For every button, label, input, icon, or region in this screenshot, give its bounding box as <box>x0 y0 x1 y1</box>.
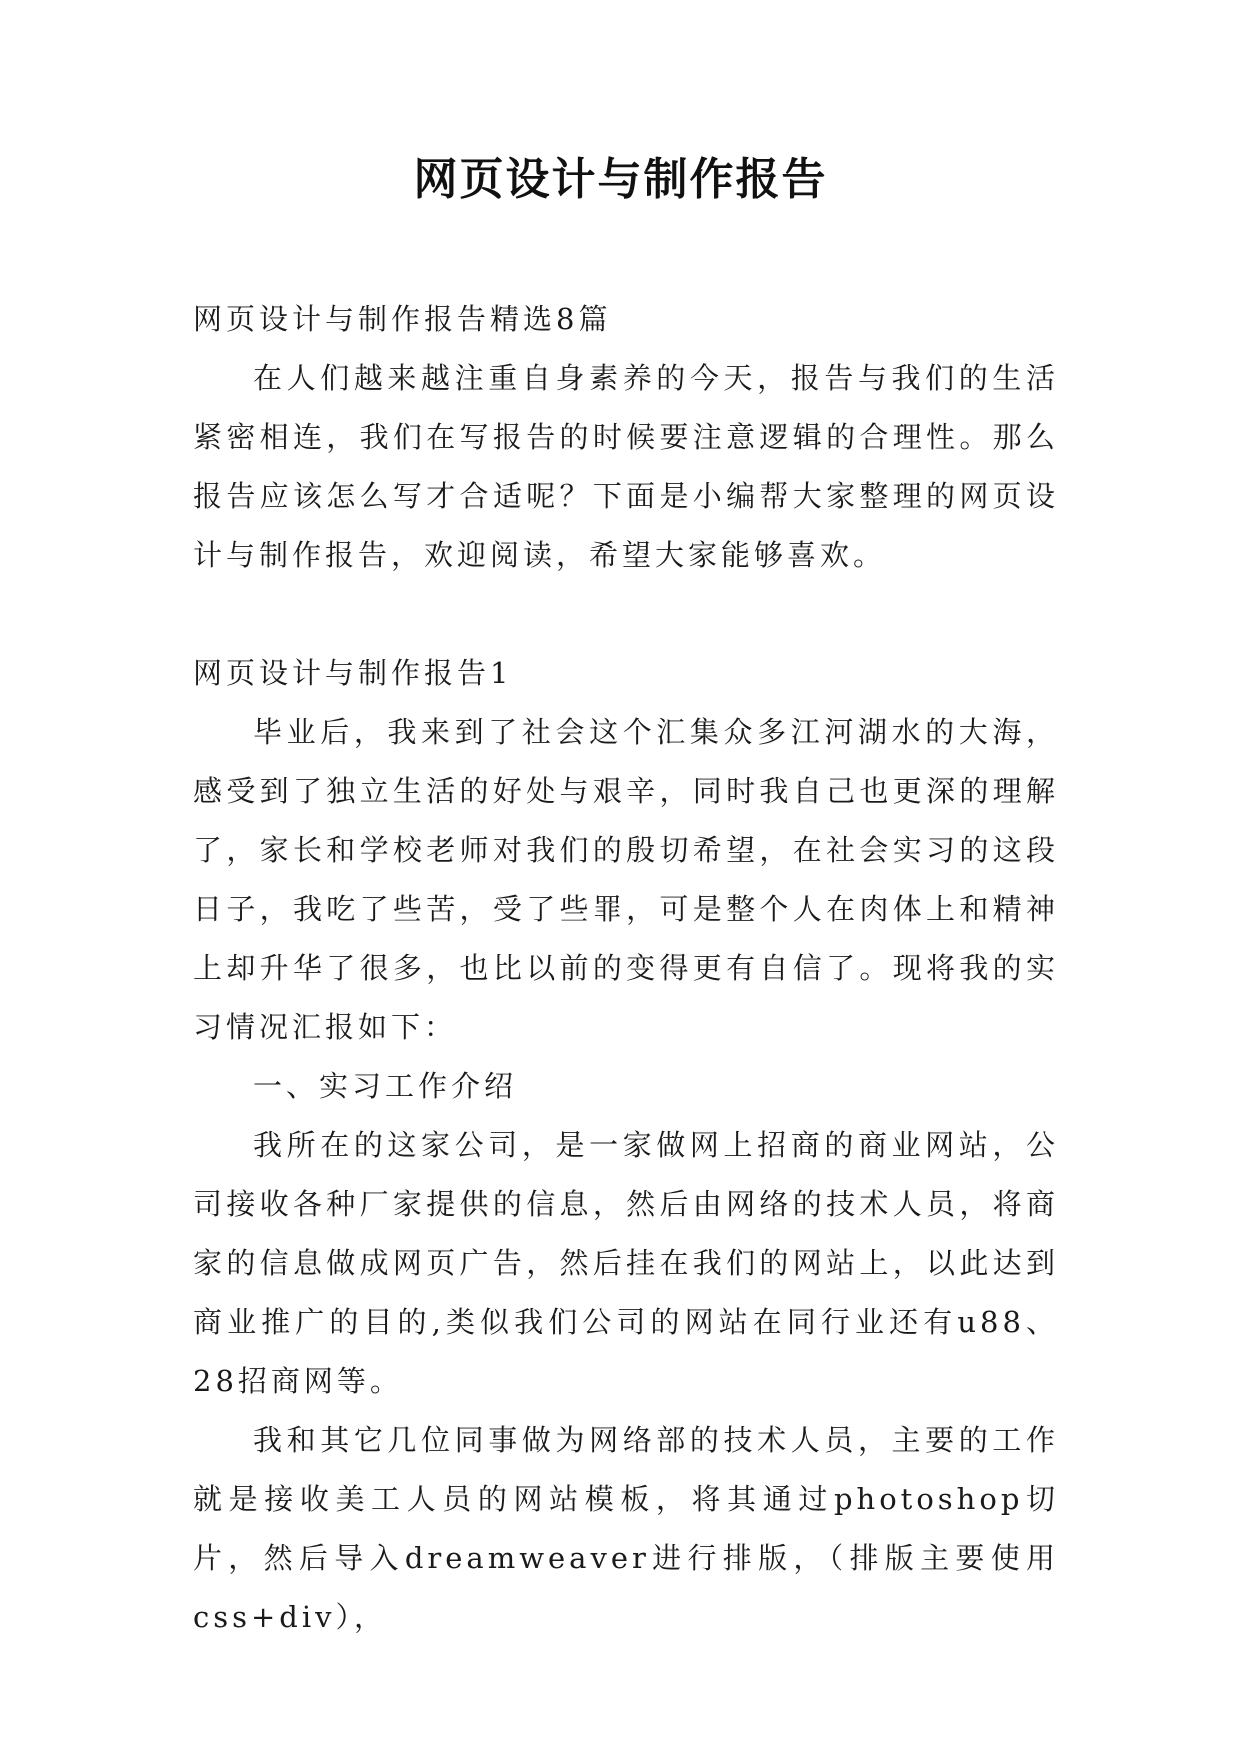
intro-paragraph: 在人们越来越注重自身素养的今天，报告与我们的生活紧密相连，我们在写报告的时候要注意逻辑的合理性。那么报告应该怎么写才合适呢？下面是小编帮大家整理的网页设计与制作报告，欢迎阅读，希望大家能够喜欢。 <box>193 361 1059 572</box>
body-paragraph: 我和其它几位同事做为网络部的技术人员，主要的工作就是接收美工人员的网站模板，将其通过photoshop切片，然后导入dreamweaver进行排版，（排版主要使用css+div）， <box>193 1423 1059 1634</box>
paragraph-spacer <box>193 585 1059 644</box>
document-body <box>193 290 1059 1647</box>
body-paragraph: 毕业后，我来到了社会这个汇集众多江河湖水的大海，感受到了独立生活的好处与艰辛，同时我自己也更深的理解了，家长和学校老师对我们的殷切希望，在社会实习的这段日子，我吃了些苦，受了些罪，可是整个人在肉体上和精神上却升华了很多，也比以前的变得更有自信了。现将我的实习情况汇报如下： <box>193 715 1059 1044</box>
section-subheading: 一、实习工作介绍 <box>253 1069 518 1103</box>
document-title: 网页设计与制作报告 <box>413 154 828 205</box>
document-subtitle: 网页设计与制作报告精选8篇 <box>193 302 612 336</box>
body-paragraph: 我所在的这家公司，是一家做网上招商的商业网站，公司接收各种厂家提供的信息，然后由网络的技术人员，将商家的信息做成网页广告，然后挂在我们的网站上，以此达到商业推广的目的,类似我们公司的网站在同行业还有u88、28招商网等。 <box>193 1128 1059 1398</box>
section-heading: 网页设计与制作报告1 <box>193 656 513 690</box>
